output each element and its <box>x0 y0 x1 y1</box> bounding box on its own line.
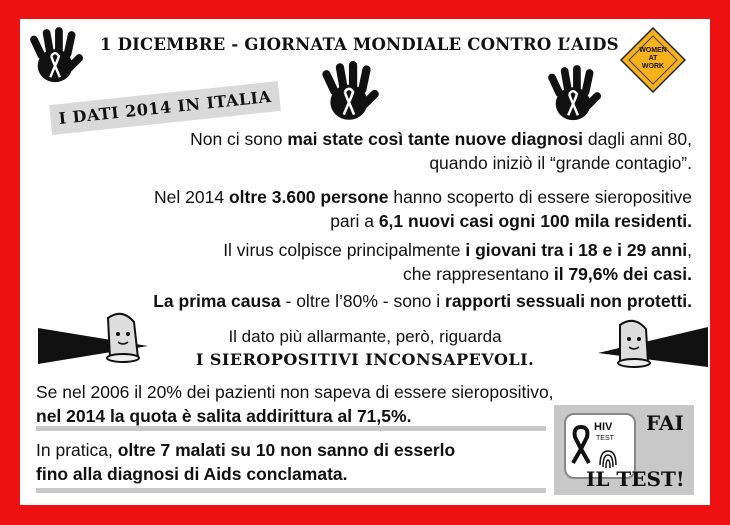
poster-card <box>20 19 710 505</box>
paragraph-young-people <box>223 238 692 286</box>
text: - oltre l’80% - sono i <box>280 291 446 311</box>
text-bold: oltre 7 malati su 10 non sanno di esserlo <box>117 440 456 460</box>
logo-line-at: AT <box>648 55 658 62</box>
divider-bar <box>36 488 546 493</box>
text: Il dato più allarmante, però, riguarda <box>228 327 502 346</box>
text: In pratica, <box>36 440 118 460</box>
condom-mascot-icon <box>558 317 708 373</box>
text-bold: I SIEROPOSITIVI INCONSAPEVOLI. <box>195 350 535 369</box>
text-bold: il 79,6% dei casi. <box>553 264 692 284</box>
text-bold: nel 2014 la quota è salita addirittura al 71,5%. <box>36 406 412 426</box>
text-bold: fino alla diagnosi di Aids conclamata. <box>36 464 348 484</box>
text: Non ci sono <box>190 129 288 149</box>
test-cta-box <box>554 405 694 495</box>
logo-line-work: WORK <box>641 63 665 70</box>
text-bold: oltre 3.600 persone <box>228 187 389 207</box>
badge-test-text: TEST <box>596 435 614 442</box>
text: quando iniziò il “grande contagio”. <box>429 153 692 173</box>
paragraph-2014-people <box>154 185 692 233</box>
divider-bar <box>36 426 546 431</box>
text: Se nel 2006 il 20% dei pazienti non sapeva di essere sieropositivo, <box>36 382 554 402</box>
women-at-work-logo <box>620 27 686 93</box>
text-bold: La prima causa <box>153 291 281 311</box>
text-bold: mai state così tante nuove diagnosi <box>287 129 584 149</box>
red-ribbon-icon <box>570 425 592 465</box>
cta-test-text: IL TEST! <box>586 467 685 491</box>
paragraph-in-practice <box>36 438 455 486</box>
hand-ribbon-icon <box>320 61 382 127</box>
hand-ribbon-icon <box>546 65 604 127</box>
text: che rappresentano <box>403 264 554 284</box>
badge-hiv-text: HIV <box>594 421 613 433</box>
text: pari a <box>330 211 379 231</box>
page-title: 1 DICEMBRE - GIORNATA MONDIALE CONTRO L’AIDS <box>100 35 619 54</box>
text-bold: i giovani tra i 18 e i 29 anni <box>465 240 688 260</box>
paragraph-unaware-rate <box>36 380 554 428</box>
paragraph-alarming <box>170 325 560 371</box>
logo-line-women: WOMEN <box>639 47 667 54</box>
text: , <box>687 240 692 260</box>
cta-fai-text: FAI <box>646 411 684 435</box>
text: Nel 2014 <box>154 187 229 207</box>
text: Il virus colpisce principalmente <box>223 240 466 260</box>
text: dagli anni 80, <box>583 129 692 149</box>
section-banner: I DATI 2014 IN ITALIA <box>49 81 281 135</box>
text-bold: rapporti sessuali non protetti. <box>445 291 692 311</box>
text: hanno scoperto di essere sieropositive <box>388 187 692 207</box>
hand-ribbon-icon <box>28 27 86 89</box>
text-bold: 6,1 nuovi casi ogni 100 mila residenti. <box>378 211 692 231</box>
paragraph-main-cause <box>153 289 692 313</box>
paragraph-new-diagnoses <box>190 127 692 175</box>
